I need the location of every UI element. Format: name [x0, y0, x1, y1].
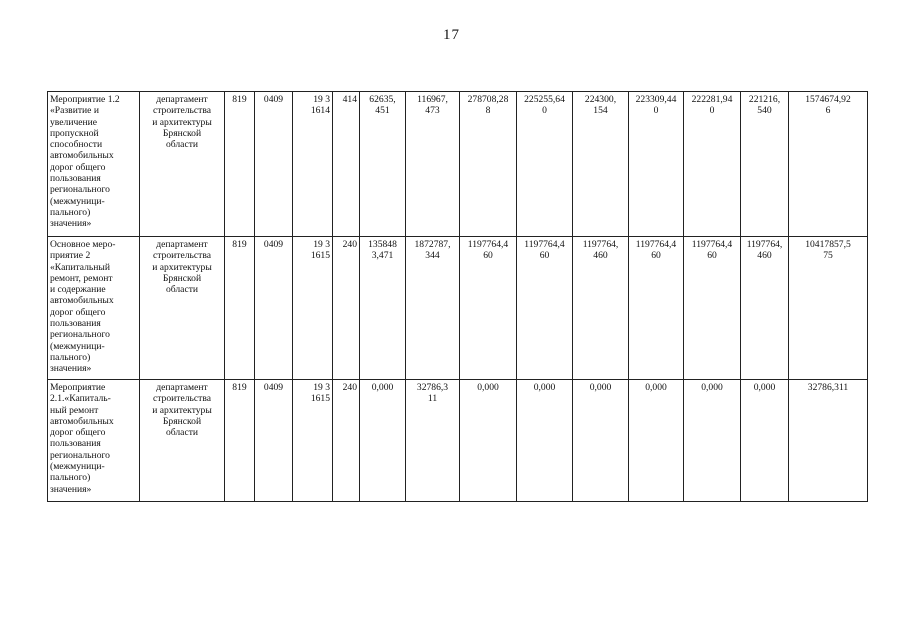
value-cell: 278708,28 8	[460, 92, 517, 237]
value-cell: 224300, 154	[573, 92, 629, 237]
value-cell: 0,000	[629, 380, 684, 502]
budget-table	[47, 91, 868, 502]
value-cell: 0,000	[741, 380, 789, 502]
value-cell: 32786,3 11	[406, 380, 460, 502]
total-cell: 32786,311	[789, 380, 868, 502]
value-cell: 1197764,4 60	[684, 237, 741, 380]
department-cell: департамент строительства и архитектуры Брянской области	[140, 92, 225, 237]
value-cell: 62635, 451	[360, 92, 406, 237]
grbs-cell: 819	[225, 380, 255, 502]
total-cell: 10417857,5 75	[789, 237, 868, 380]
target-article-cell: 19 3 1615	[293, 237, 333, 380]
target-article-cell: 19 3 1614	[293, 92, 333, 237]
section-cell: 0409	[255, 237, 293, 380]
event-name-cell: Мероприятие 1.2 «Развитие и увеличение пропускной способности автомобильных дорог общего пользования регионального (межмуници- пального) значения»	[48, 92, 140, 237]
department-cell: департамент строительства и архитектуры Брянской области	[140, 380, 225, 502]
table-row	[48, 380, 868, 502]
value-cell: 223309,44 0	[629, 92, 684, 237]
value-cell: 116967, 473	[406, 92, 460, 237]
section-cell: 0409	[255, 92, 293, 237]
table-row	[48, 237, 868, 380]
event-name-cell: Основное меро- приятие 2 «Капитальный ремонт, ремонт и содержание автомобильных дорог общего пользования регионального (межмуници- пального) значения»	[48, 237, 140, 380]
event-name-cell: Мероприятие 2.1.«Капиталь- ный ремонт автомобильных дорог общего пользования регионального (межмуници- пального) значения»	[48, 380, 140, 502]
expense-type-cell: 414	[333, 92, 360, 237]
value-cell: 1872787, 344	[406, 237, 460, 380]
section-cell: 0409	[255, 380, 293, 502]
value-cell: 1197764,4 60	[629, 237, 684, 380]
value-cell: 1197764, 460	[573, 237, 629, 380]
value-cell: 0,000	[517, 380, 573, 502]
value-cell: 0,000	[684, 380, 741, 502]
expense-type-cell: 240	[333, 380, 360, 502]
value-cell: 0,000	[573, 380, 629, 502]
table-row	[48, 92, 868, 237]
department-cell: департамент строительства и архитектуры Брянской области	[140, 237, 225, 380]
grbs-cell: 819	[225, 92, 255, 237]
expense-type-cell: 240	[333, 237, 360, 380]
value-cell: 0,000	[460, 380, 517, 502]
value-cell: 1197764, 460	[741, 237, 789, 380]
value-cell: 1197764,4 60	[517, 237, 573, 380]
value-cell: 0,000	[360, 380, 406, 502]
value-cell: 1197764,4 60	[460, 237, 517, 380]
target-article-cell: 19 3 1615	[293, 380, 333, 502]
value-cell: 221216, 540	[741, 92, 789, 237]
value-cell: 222281,94 0	[684, 92, 741, 237]
value-cell: 225255,64 0	[517, 92, 573, 237]
value-cell: 135848 3,471	[360, 237, 406, 380]
page-number: 17	[443, 27, 460, 43]
total-cell: 1574674,92 6	[789, 92, 868, 237]
grbs-cell: 819	[225, 237, 255, 380]
